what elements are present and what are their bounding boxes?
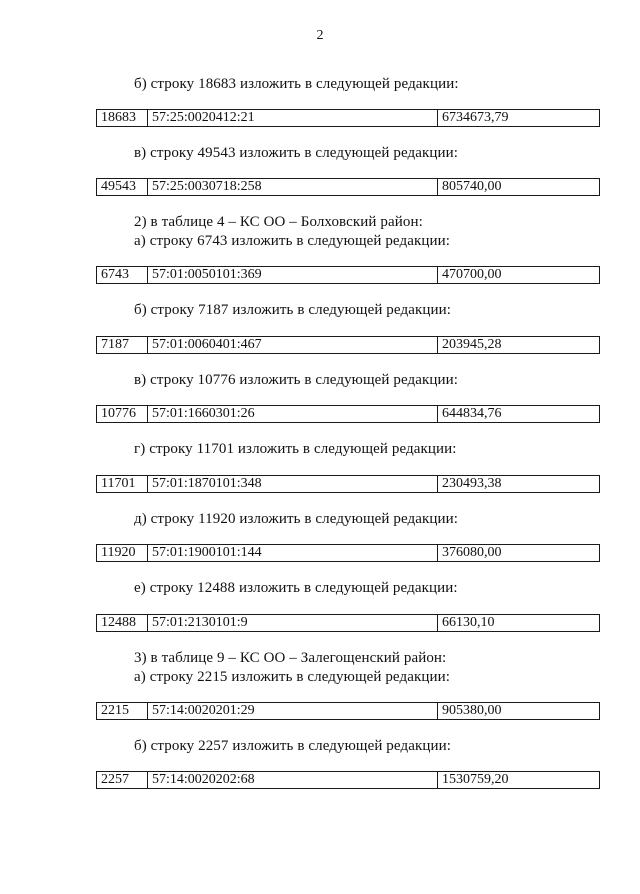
- cadastral-number-cell: 57:01:1870101:348: [148, 476, 438, 492]
- row-number-cell: 2215: [97, 703, 148, 719]
- table-row: [96, 405, 600, 423]
- table-row: [96, 771, 600, 789]
- instruction-line: е) строку 12488 изложить в следующей редакции:: [134, 580, 458, 596]
- table-row: [96, 614, 600, 632]
- table-row: [96, 336, 600, 354]
- cadastral-number-cell: 57:01:0060401:467: [148, 337, 438, 353]
- cadastral-value-cell: 1530759,20: [442, 772, 509, 787]
- cadastral-number-cell: 57:01:1900101:144: [148, 545, 438, 561]
- table-row: [96, 702, 600, 720]
- instruction-line: д) строку 11920 изложить в следующей редакции:: [134, 511, 459, 527]
- section-heading: 3) в таблице 9 – КС ОО – Залегощенский район:: [134, 650, 447, 666]
- cadastral-number-cell: 57:01:0050101:369: [148, 267, 438, 283]
- row-number-cell: 18683: [97, 110, 148, 126]
- instruction-line: в) строку 10776 изложить в следующей редакции:: [134, 372, 459, 388]
- instruction-line: а) строку 6743 изложить в следующей редакции:: [134, 233, 451, 249]
- cadastral-number-cell: 57:25:0030718:258: [148, 179, 438, 195]
- cadastral-value-cell: 644834,76: [442, 406, 502, 421]
- row-number-cell: 12488: [97, 615, 148, 631]
- cadastral-number-cell: 57:01:2130101:9: [148, 615, 438, 631]
- instruction-line: в) строку 49543 изложить в следующей редакции:: [134, 145, 459, 161]
- cadastral-value-cell: 470700,00: [442, 267, 502, 282]
- instruction-line: б) строку 2257 изложить в следующей редакции:: [134, 738, 451, 754]
- row-number-cell: 49543: [97, 179, 148, 195]
- table-row: [96, 178, 600, 196]
- instruction-line: б) строку 18683 изложить в следующей редакции:: [134, 76, 459, 92]
- instruction-line: г) строку 11701 изложить в следующей редакции:: [134, 441, 457, 457]
- cadastral-number-cell: 57:14:0020202:68: [148, 772, 438, 788]
- cadastral-value-cell: 905380,00: [442, 703, 502, 718]
- cadastral-value-cell: 6734673,79: [442, 110, 509, 125]
- page-number: 2: [316, 28, 324, 43]
- cadastral-value-cell: 230493,38: [442, 476, 502, 491]
- cadastral-value-cell: 66130,10: [442, 615, 495, 630]
- instruction-line: а) строку 2215 изложить в следующей редакции:: [134, 669, 451, 685]
- row-number-cell: 11920: [97, 545, 148, 561]
- table-row: [96, 266, 600, 284]
- row-number-cell: 2257: [97, 772, 148, 788]
- section-heading: 2) в таблице 4 – КС ОО – Болховский район:: [134, 214, 423, 230]
- row-number-cell: 6743: [97, 267, 148, 283]
- instruction-line: б) строку 7187 изложить в следующей редакции:: [134, 302, 451, 318]
- table-row: [96, 109, 600, 127]
- cadastral-value-cell: 805740,00: [442, 179, 502, 194]
- cadastral-number-cell: 57:25:0020412:21: [148, 110, 438, 126]
- cadastral-value-cell: 203945,28: [442, 337, 502, 352]
- row-number-cell: 11701: [97, 476, 148, 492]
- row-number-cell: 7187: [97, 337, 148, 353]
- table-row: [96, 475, 600, 493]
- row-number-cell: 10776: [97, 406, 148, 422]
- table-row: [96, 544, 600, 562]
- cadastral-number-cell: 57:01:1660301:26: [148, 406, 438, 422]
- cadastral-value-cell: 376080,00: [442, 545, 502, 560]
- cadastral-number-cell: 57:14:0020201:29: [148, 703, 438, 719]
